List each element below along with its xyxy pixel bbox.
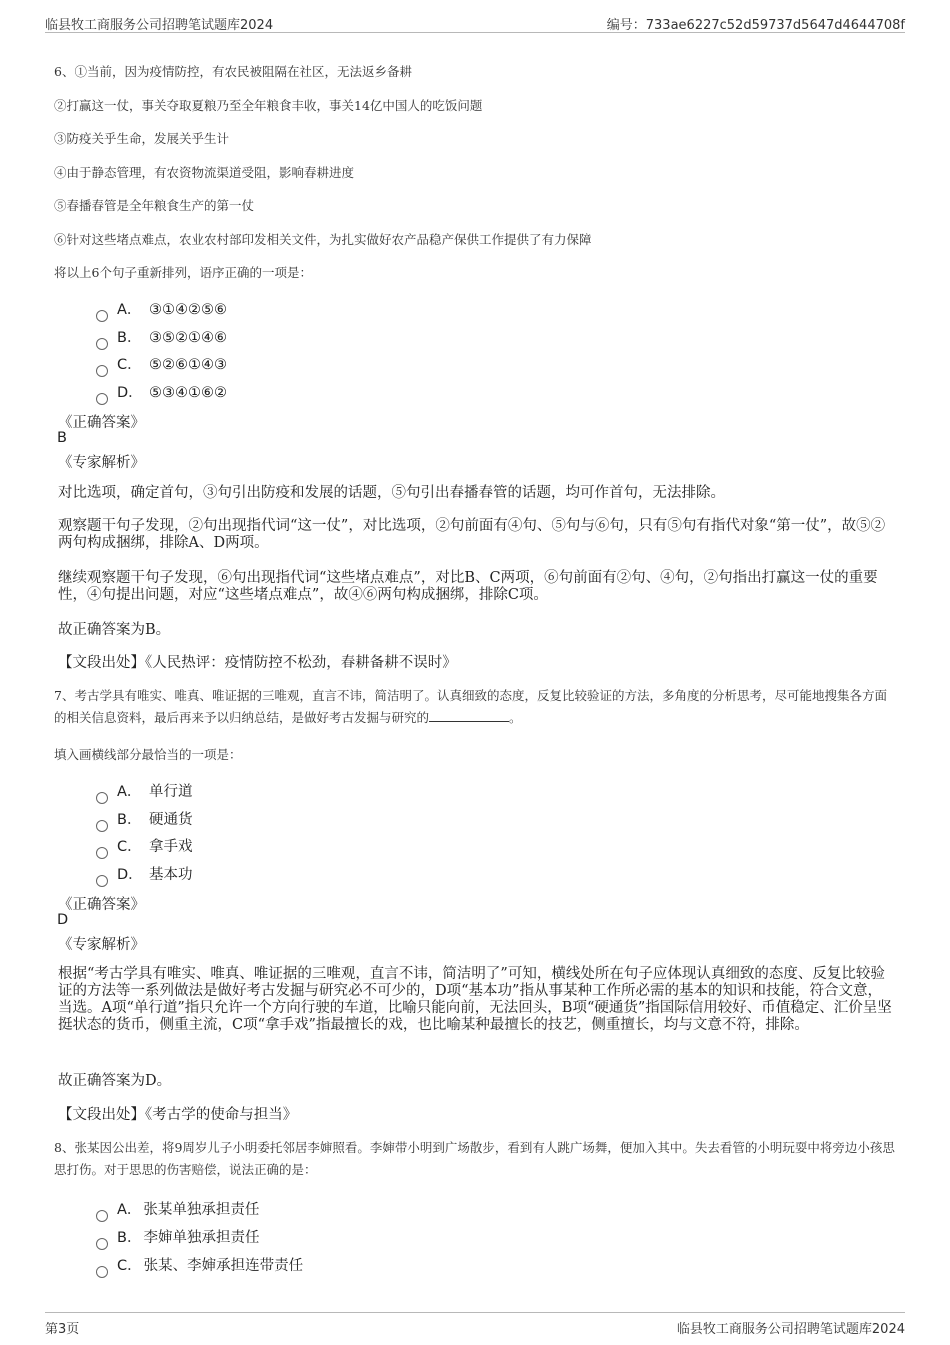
header-serial: 编号：733ae6227c52d59737d5647d4644708f bbox=[606, 18, 905, 33]
q6-sentence-4: ④由于静态管理，有农资物流渠道受阻，影响春耕进度 bbox=[54, 165, 355, 180]
q7-prompt: 填入画横线部分最恰当的一项是： bbox=[54, 747, 242, 762]
q6-option-c[interactable]: C． ⑤②⑥①④③ bbox=[96, 353, 227, 374]
radio-icon[interactable] bbox=[96, 1238, 108, 1250]
q6-analysis-3: 继续观察题干句子发现，⑥句出现指代词“这些堵点难点”，对比B、C两项，⑥句前面有②句、④句，②句指出打赢这一仗的重要性，④句提出问题，对应“这些堵点难点”，故④⑥两句构成捆绑，排除C项。 bbox=[58, 570, 878, 603]
q6-prompt: 将以上6个句子重新排列，语序正确的一项是： bbox=[54, 265, 312, 280]
radio-icon[interactable] bbox=[96, 820, 108, 832]
q7-analysis-1: 根据“考古学具有唯实、唯真、唯证据的三唯观，直言不讳，简洁明了”可知，横线处所在句子应体现认真细致的态度、反复比较验证的方法等一系列做法是做好考古发掘与研究必不可少的，D项“基本功”指从事某种工作所必需的基本的知识和技能，符合文意，当选。A项“单行道”指只允许一个方向行驶的车道，比喻只能向前，无法回头，B项“硬通货”指国际信用较好、币值稳定、汇价呈坚挺状态的货币，侧重主流，C项“拿手戏”指最擅长的戏，也比喻某种最擅长的技艺，侧重擅长，均与文意不符，排除。 bbox=[58, 966, 892, 1033]
q6-option-b[interactable]: B． ③⑤②①④⑥ bbox=[96, 326, 227, 347]
q7-analysis-2: 故正确答案为D。 bbox=[58, 1073, 172, 1089]
q6-answer: B bbox=[57, 430, 67, 446]
q7-option-b[interactable]: B． 硬通货 bbox=[96, 808, 193, 829]
radio-icon[interactable] bbox=[96, 1210, 108, 1222]
q8-option-a[interactable]: A． 张某单独承担责任 bbox=[96, 1198, 259, 1219]
q7-analysis-label: 《专家解析》 bbox=[58, 937, 145, 953]
q8-option-b[interactable]: B． 李婶单独承担责任 bbox=[96, 1226, 259, 1247]
q6-sentence-1: 6、①当前，因为疫情防控，有农民被阻隔在社区，无法返乡备耕 bbox=[54, 64, 412, 79]
radio-icon[interactable] bbox=[96, 847, 108, 859]
q7-option-d[interactable]: D． 基本功 bbox=[96, 863, 193, 884]
radio-icon[interactable] bbox=[96, 875, 108, 887]
q6-sentence-6: ⑥针对这些堵点难点，农业农村部印发相关文件，为扎实做好农产品稳产保供工作提供了有力保障 bbox=[54, 232, 592, 247]
q6-option-a[interactable]: A． ③①④②⑤⑥ bbox=[96, 298, 227, 319]
q7-option-a[interactable]: A． 单行道 bbox=[96, 780, 193, 801]
q6-analysis-1: 对比选项，确定首句，③句引出防疫和发展的话题，⑤句引出春播春管的话题，均可作首句，无法排除。 bbox=[58, 485, 725, 501]
q8-option-c[interactable]: C． 张某、李婶承担连带责任 bbox=[96, 1254, 303, 1275]
radio-icon[interactable] bbox=[96, 393, 108, 405]
footer-title: 临县牧工商服务公司招聘笔试题库2024 bbox=[676, 1322, 905, 1337]
q6-option-d[interactable]: D． ⑤③④①⑥② bbox=[96, 381, 227, 402]
radio-icon[interactable] bbox=[96, 792, 108, 804]
page-header bbox=[45, 10, 905, 33]
q7-source: 【文段出处】《考古学的使命与担当》 bbox=[58, 1107, 298, 1123]
q6-source: 【文段出处】《人民热评：疫情防控不松劲，春耕备耕不误时》 bbox=[58, 655, 457, 671]
page-number: 第3页 bbox=[45, 1322, 80, 1337]
radio-icon[interactable] bbox=[96, 1266, 108, 1278]
radio-icon[interactable] bbox=[96, 365, 108, 377]
q6-sentence-3: ③防疫关乎生命，发展关乎生计 bbox=[54, 131, 230, 146]
q7-stem: 7、考古学具有唯实、唯真、唯证据的三唯观，直言不讳，简洁明了。认真细致的态度，反复比较验证的方法，多角度的分析思考，尽可能地搜集各方面的相关信息资料，最后再来予以归纳总结，是做好考古发掘与研究的 。 bbox=[54, 688, 887, 725]
q8-stem: 8、张某因公出差，将9周岁儿子小明委托邻居李婶照看。李婶带小明到广场散步，看到有人跳广场舞，便加入其中。失去看管的小明玩耍中将旁边小孩思思打伤。对于思思的伤害赔偿，说法正确的是： bbox=[54, 1140, 895, 1177]
q6-analysis-4: 故正确答案为B。 bbox=[58, 622, 171, 638]
radio-icon[interactable] bbox=[96, 310, 108, 322]
radio-icon[interactable] bbox=[96, 338, 108, 350]
q7-option-c[interactable]: C． 拿手戏 bbox=[96, 835, 193, 856]
q6-analysis-label: 《专家解析》 bbox=[58, 455, 145, 471]
q6-sentence-5: ⑤春播春管是全年粮食生产的第一仗 bbox=[54, 198, 255, 213]
q7-answer: D bbox=[57, 912, 69, 928]
q6-sentence-2: ②打赢这一仗，事关夺取夏粮乃至全年粮食丰收，事关14亿中国人的吃饭问题 bbox=[54, 98, 483, 113]
q7-answer-label: 《正确答案》 bbox=[58, 897, 145, 913]
fill-blank bbox=[429, 709, 509, 722]
header-title: 临县牧工商服务公司招聘笔试题库2024 bbox=[45, 18, 274, 33]
q6-answer-label: 《正确答案》 bbox=[58, 415, 145, 431]
q6-analysis-2: 观察题干句子发现，②句出现指代词“这一仗”，对比选项，②句前面有④句、⑤句与⑥句，只有⑤句有指代对象“第一仗”，故⑤②两句构成捆绑，排除A、D两项。 bbox=[58, 518, 886, 551]
page-footer bbox=[45, 1312, 905, 1337]
